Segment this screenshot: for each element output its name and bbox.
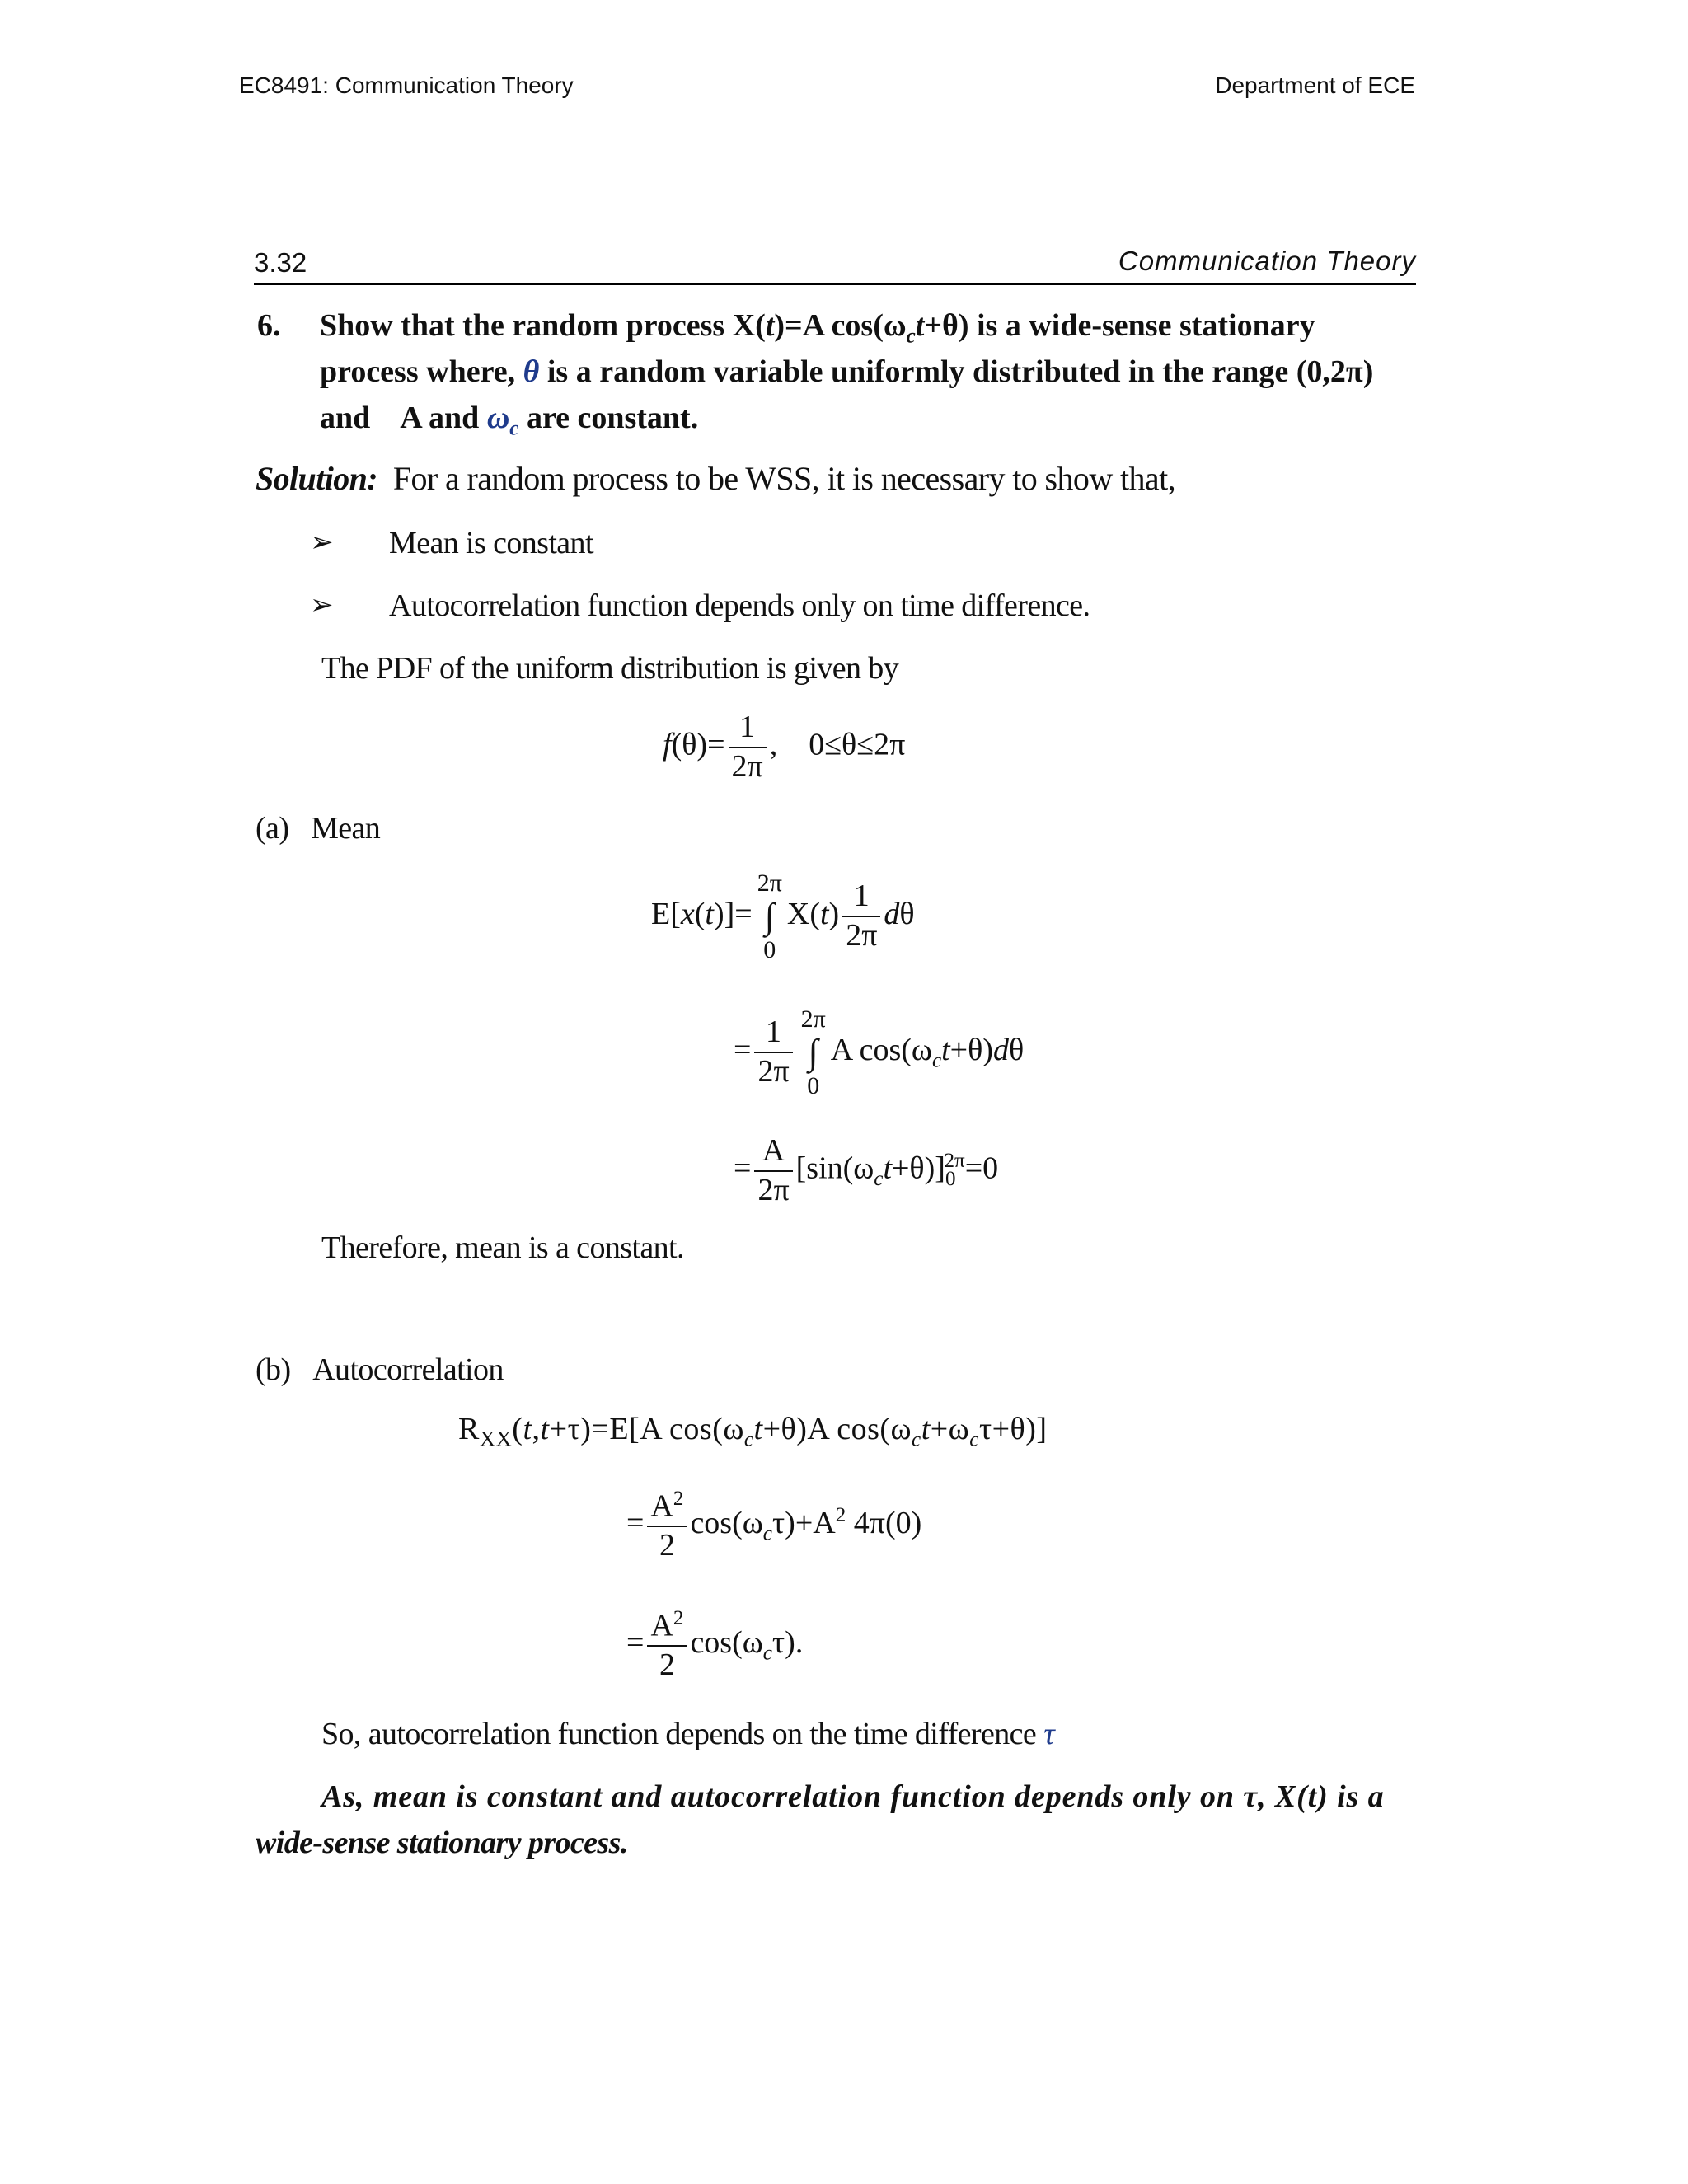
question-number: 6. bbox=[257, 308, 281, 343]
question-line-2: process where, θ is a random variable uniformly distributed in the range (0,2π) bbox=[320, 354, 1374, 389]
final-statement-line-2: wide-sense stationary process. bbox=[256, 1825, 628, 1860]
process-equation: X(t)=A $\cos(\omega_ct+\theta)$ bbox=[732, 308, 969, 348]
bullet-autocorrelation: Autocorrelation function depends only on time difference. bbox=[389, 588, 1090, 623]
arrowhead-bullet-icon: ➢ bbox=[310, 590, 334, 621]
omega-c-symbol: $\omega_c$ bbox=[486, 401, 519, 440]
autocorrelation-equation-2: = $\frac{A^2}{2}$ $\cos(\omega_c\tau)+A^2$ 4π(0) bbox=[626, 1488, 922, 1563]
autocorrelation-equation-1: $R_{XX}(t,t+\tau)=E[A$ $\cos(\omega_ct+\theta)A$ $\cos(\omega_ct+\omega_c\tau+\theta)$] bbox=[458, 1412, 1048, 1451]
book-title: Communication Theory bbox=[1118, 246, 1416, 276]
theta-symbol: θ bbox=[523, 354, 540, 389]
mean-equation-3: = $\frac{A}{2\pi}$ $[\sin(\omega_ct+\theta)]_0^{2\pi}=0$ bbox=[734, 1133, 999, 1207]
department-name: Department of ECE bbox=[1215, 73, 1415, 98]
solution-intro: Solution: For a random process to be WSS, it is necessary to show that, bbox=[256, 460, 1175, 497]
mean-equation-2: = $\frac{1}{2\pi}$ 2π ∫ 0 A $\cos(\omega_ct+\theta)d\theta$ bbox=[734, 1005, 1025, 1100]
tau-symbol: τ bbox=[1043, 1717, 1055, 1751]
final-statement-line-1: As, mean is constant and autocorrelation function depends only on τ, X(t) is a bbox=[321, 1779, 1385, 1814]
autocorrelation-conclusion: So, autocorrelation function depends on the time difference τ bbox=[321, 1717, 1055, 1751]
bullet-mean: Mean is constant bbox=[389, 526, 593, 560]
header-rule bbox=[254, 283, 1416, 285]
question-line-1: Show that the random process X(t)=A $\cos(\omega_ct+\theta)$ is a wide-sense stationary bbox=[320, 308, 1315, 348]
autocorrelation-equation-3: = $\frac{A^2}{2}$ $\cos(\omega_c\tau)$. bbox=[626, 1607, 804, 1683]
mean-conclusion: Therefore, mean is a constant. bbox=[321, 1230, 684, 1265]
part-b-label: (b) Autocorrelation bbox=[256, 1352, 504, 1387]
course-title: EC8491: Communication Theory bbox=[239, 73, 574, 98]
mean-equation-1: E[x(t)]= 2π ∫ 0 X(t) $\frac{1}{2\pi}$ dθ bbox=[651, 869, 915, 964]
question-line-3: and A and $\omega_c$ are constant. bbox=[320, 401, 699, 440]
pdf-intro: The PDF of the uniform distribution is given by bbox=[321, 651, 899, 686]
arrowhead-bullet-icon: ➢ bbox=[310, 527, 334, 558]
part-a-label: (a) Mean bbox=[256, 811, 381, 846]
section-number: 3.32 bbox=[254, 247, 307, 278]
pdf-equation: f(θ)= $\frac{1}{2\pi}$ , 0≤θ≤2π bbox=[663, 710, 906, 784]
